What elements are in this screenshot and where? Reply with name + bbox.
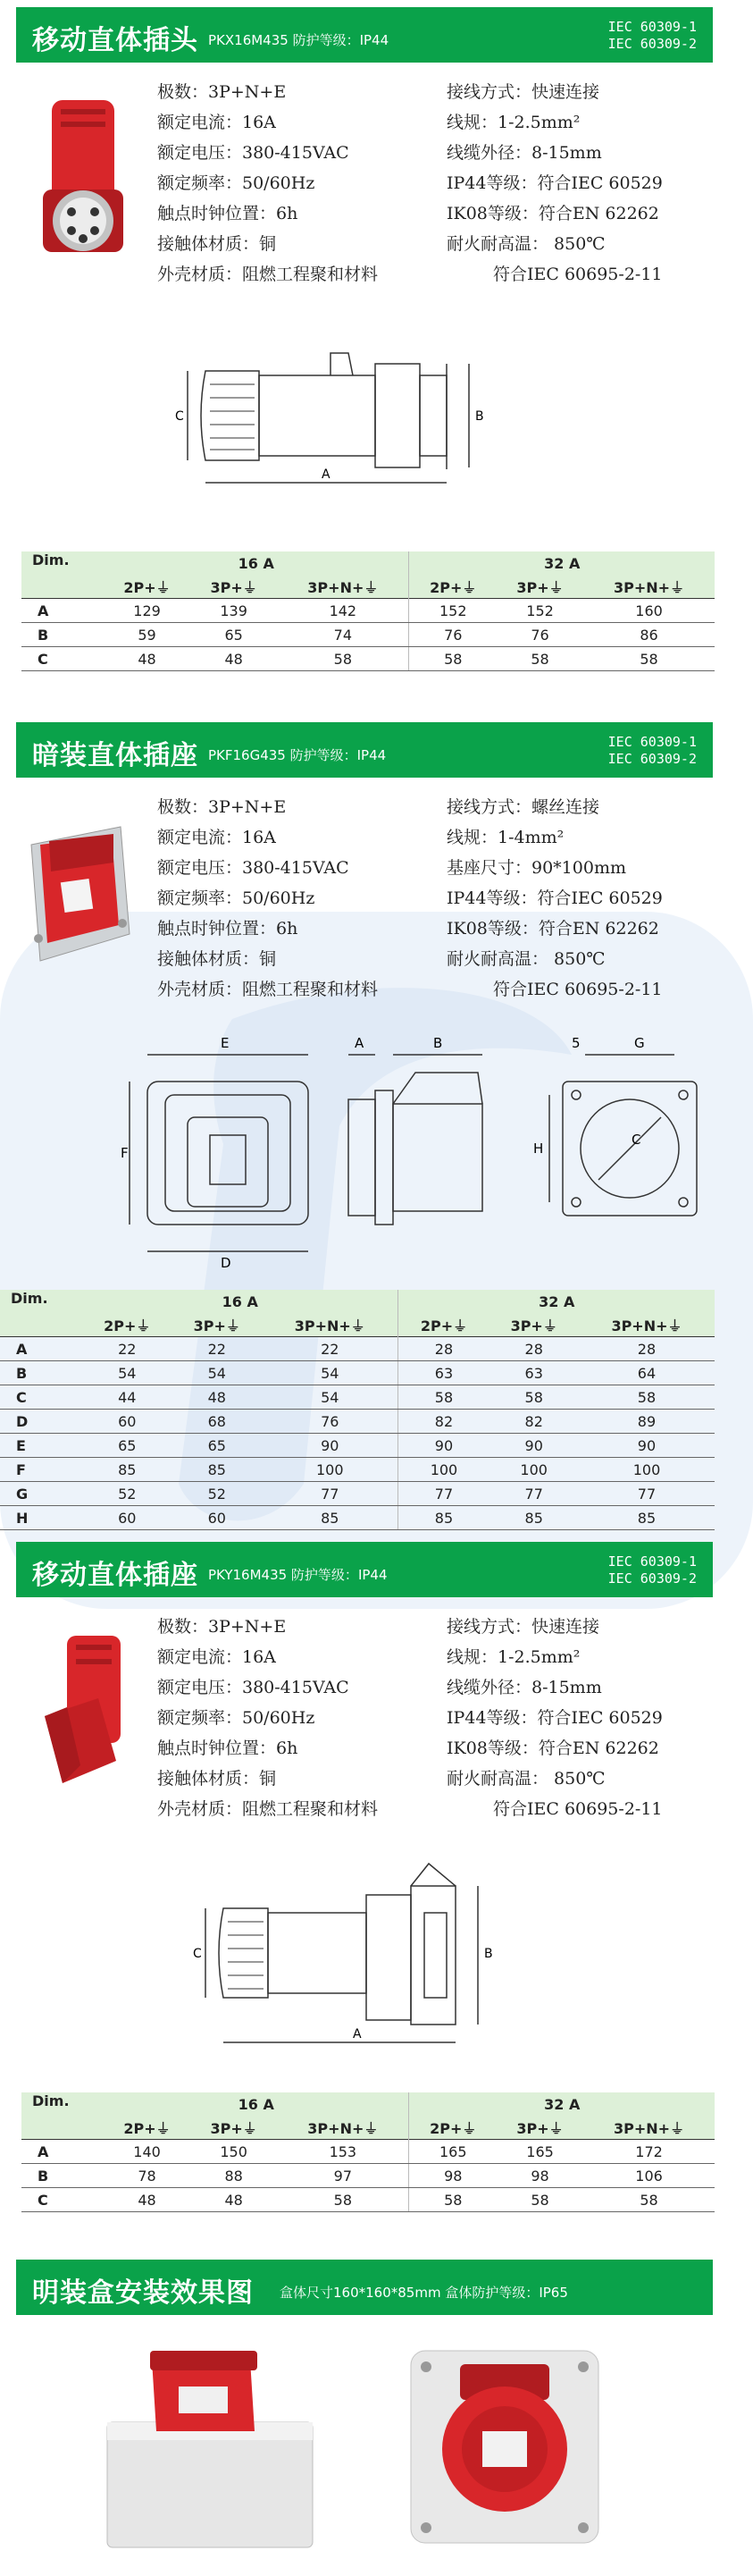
row-key: E — [0, 1434, 82, 1458]
table-cell: 85 — [579, 1506, 715, 1530]
table-cell: 152 — [497, 599, 583, 623]
table-cell: 28 — [398, 1337, 489, 1361]
table-cell: 142 — [277, 599, 409, 623]
table-cell: 54 — [172, 1361, 263, 1385]
table-cell: 48 — [172, 1385, 263, 1410]
iec-standards: IEC 60309-1 IEC 60309-2 — [607, 1553, 697, 1587]
dim-label-b: B — [433, 1035, 443, 1051]
dim-label-a: A — [322, 467, 330, 482]
table-cell: 28 — [489, 1337, 579, 1361]
table-row — [21, 623, 715, 647]
table-row — [21, 2188, 715, 2212]
col-header: 3P+N+⏚ — [614, 578, 685, 596]
table-cell: 77 — [579, 1482, 715, 1506]
table-cell: 58 — [489, 1385, 579, 1410]
table-row — [21, 2140, 715, 2164]
col-header: 2P+⏚ — [409, 575, 497, 599]
table-cell: 165 — [409, 2140, 497, 2164]
dim-label-e: E — [221, 1035, 230, 1051]
section-subtitle: PKY16M435 防护等级：IP44 — [208, 1567, 388, 1583]
table-cell: 76 — [409, 623, 497, 647]
table-cell: 106 — [583, 2164, 715, 2188]
dim-label-c: C — [175, 409, 184, 424]
table-cell: 58 — [497, 647, 583, 671]
table-cell: 100 — [489, 1458, 579, 1482]
table-cell: 98 — [409, 2164, 497, 2188]
table-cell: 85 — [82, 1458, 172, 1482]
col-header: 3P+N+⏚ — [307, 578, 379, 596]
row-key: B — [21, 2164, 104, 2188]
table-cell: 86 — [583, 623, 715, 647]
dimension-drawing-plug — [170, 344, 545, 514]
table-cell: 77 — [398, 1482, 489, 1506]
table-cell: 85 — [172, 1458, 263, 1482]
row-key: A — [21, 2140, 104, 2164]
table-cell: 85 — [398, 1506, 489, 1530]
col-header: 3P+⏚ — [210, 2119, 257, 2137]
table-row — [0, 1482, 715, 1506]
section-title: 移动直体插头 — [32, 25, 198, 56]
specs-block: 极数：3P+N+E 额定电流：16A 额定电压：380-415VAC 额定频率：50/60Hz 触点时钟位置：6h 接触体材质：铜 外壳材质：阻燃工程聚和材料 接线方式：螺丝连接 线规：1-4mm² 基座尺寸：90*100mm IP44等级：符合IEC 60529 IK08等级：符合EN 62262 耐火耐高温： 850℃ 符合IEC 60695-2-11 — [157, 797, 663, 999]
col-header: 3P+⏚ — [516, 2119, 564, 2137]
col-header: 3P+N+⏚ — [611, 1317, 682, 1334]
table-cell: 58 — [583, 647, 715, 671]
row-key: C — [21, 647, 104, 671]
table-cell: 60 — [82, 1410, 172, 1434]
row-key: H — [0, 1506, 82, 1530]
table-cell: 76 — [497, 623, 583, 647]
section-banner — [16, 7, 713, 63]
dim-label-c: C — [193, 1947, 202, 1961]
table-row — [0, 1337, 715, 1361]
table-row — [21, 2164, 715, 2188]
row-key: F — [0, 1458, 82, 1482]
table-cell: 100 — [262, 1458, 398, 1482]
row-key: B — [21, 623, 104, 647]
dim-label-g: G — [634, 1035, 645, 1051]
table-row — [0, 1385, 715, 1410]
table-cell: 28 — [579, 1337, 715, 1361]
table-cell: 153 — [277, 2140, 409, 2164]
table-cell: 90 — [489, 1434, 579, 1458]
dim-label-f: F — [121, 1145, 129, 1161]
dimension-table — [0, 1290, 715, 1530]
table-row — [0, 1506, 715, 1530]
table-cell: 77 — [262, 1482, 398, 1506]
table-cell: 100 — [579, 1458, 715, 1482]
table-cell: 58 — [583, 2188, 715, 2212]
table-cell: 60 — [82, 1506, 172, 1530]
group-header: 16 A — [238, 554, 274, 572]
table-cell: 82 — [489, 1410, 579, 1434]
product-photo-box-side — [98, 2333, 322, 2556]
col-header: 2P+⏚ — [123, 2119, 171, 2137]
table-cell: 58 — [277, 647, 409, 671]
col-header: 2P+⏚ — [123, 578, 171, 596]
dim-header: Dim. — [11, 1290, 48, 1307]
table-cell: 76 — [262, 1410, 398, 1434]
table-cell: 48 — [190, 2188, 277, 2212]
col-header: 2P+⏚ — [104, 1317, 151, 1334]
dimension-drawing-flush-socket — [121, 1019, 728, 1269]
product-photo-flush-socket — [13, 809, 147, 970]
dim-label-h: H — [533, 1141, 544, 1157]
table-cell: 129 — [104, 599, 190, 623]
row-key: B — [0, 1361, 82, 1385]
table-row — [0, 1458, 715, 1482]
section-subtitle: PKF16G435 防护等级：IP44 — [208, 747, 387, 763]
table-cell: 160 — [583, 599, 715, 623]
col-header: 3P+N+⏚ — [307, 2119, 379, 2137]
table-cell: 48 — [104, 647, 190, 671]
dim-label-b: B — [484, 1947, 493, 1961]
row-key: D — [0, 1410, 82, 1434]
col-header: 3P+⏚ — [210, 578, 257, 596]
table-cell: 139 — [190, 599, 277, 623]
dim-label-c: C — [632, 1132, 641, 1148]
specs-block: 极数：3P+N+E 额定电流：16A 额定电压：380-415VAC 额定频率：50/60Hz 触点时钟位置：6h 接触体材质：铜 外壳材质：阻燃工程聚和材料 接线方式：快速连接 线规：1-2.5mm² 线缆外径：8-15mm IP44等级：符合IEC 60529 IK08等级：符合EN 62262 耐火耐高温： 850℃ 符合IEC 60695-2-11 — [157, 1617, 663, 1819]
table-cell: 82 — [398, 1410, 489, 1434]
table-cell: 88 — [190, 2164, 277, 2188]
table-cell: 60 — [172, 1506, 263, 1530]
table-cell: 78 — [104, 2164, 190, 2188]
table-cell: 98 — [497, 2164, 583, 2188]
table-cell: 63 — [489, 1361, 579, 1385]
table-cell: 150 — [190, 2140, 277, 2164]
table-cell: 74 — [277, 623, 409, 647]
iec-standards: IEC 60309-1 IEC 60309-2 — [607, 19, 697, 52]
table-row — [21, 599, 715, 623]
table-cell: 58 — [497, 2188, 583, 2212]
table-cell: 58 — [277, 2188, 409, 2212]
table-cell: 48 — [190, 647, 277, 671]
table-cell: 172 — [583, 2140, 715, 2164]
group-header: 32 A — [398, 1290, 715, 1313]
section-subtitle: PKX16M435 防护等级：IP44 — [208, 32, 389, 48]
table-cell: 58 — [409, 2188, 497, 2212]
col-header: 3P+⏚ — [510, 1317, 557, 1334]
col-header: 3P+N+⏚ — [294, 1317, 365, 1334]
dimension-table — [21, 551, 715, 671]
dim-header: Dim. — [32, 551, 70, 568]
product-photo-plug — [16, 82, 150, 270]
table-cell: 58 — [398, 1385, 489, 1410]
group-header: 16 A — [222, 1292, 258, 1310]
row-key: C — [0, 1385, 82, 1410]
table-cell: 52 — [172, 1482, 263, 1506]
row-key: G — [0, 1482, 82, 1506]
table-cell: 63 — [398, 1361, 489, 1385]
dim-label-a: A — [355, 1035, 364, 1051]
iec-standards: IEC 60309-1 IEC 60309-2 — [607, 734, 697, 767]
group-header: 32 A — [409, 2092, 715, 2116]
col-header: 2P+⏚ — [409, 2116, 497, 2140]
dim-label-5: 5 — [572, 1035, 581, 1051]
table-row — [0, 1434, 715, 1458]
group-header: 16 A — [238, 2095, 274, 2113]
dimension-table — [21, 2092, 715, 2212]
table-row — [0, 1361, 715, 1385]
table-cell: 85 — [489, 1506, 579, 1530]
table-cell: 65 — [82, 1434, 172, 1458]
table-cell: 22 — [172, 1337, 263, 1361]
dim-header: Dim. — [32, 2092, 70, 2109]
table-cell: 152 — [409, 599, 497, 623]
dimension-drawing-connector — [170, 1850, 563, 2065]
table-cell: 52 — [82, 1482, 172, 1506]
table-cell: 44 — [82, 1385, 172, 1410]
table-cell: 68 — [172, 1410, 263, 1434]
section-title: 移动直体插座 — [32, 1560, 198, 1591]
table-cell: 54 — [82, 1361, 172, 1385]
table-cell: 89 — [579, 1410, 715, 1434]
table-cell: 77 — [489, 1482, 579, 1506]
table-cell: 90 — [262, 1434, 398, 1458]
col-header: 2P+⏚ — [398, 1313, 489, 1337]
table-cell: 65 — [172, 1434, 263, 1458]
table-cell: 54 — [262, 1361, 398, 1385]
row-key: A — [21, 599, 104, 623]
section-title: 明装盒安装效果图 — [32, 2277, 254, 2309]
specs-block: 极数：3P+N+E 额定电流：16A 额定电压：380-415VAC 额定频率：50/60Hz 触点时钟位置：6h 接触体材质：铜 外壳材质：阻燃工程聚和材料 接线方式：快速连接 线规：1-2.5mm² 线缆外径：8-15mm IP44等级：符合IEC 60529 IK08等级：符合EN 62262 耐火耐高温： 850℃ 符合IEC 60695-2-11 — [157, 82, 663, 284]
section-banner — [16, 1542, 713, 1597]
table-cell: 97 — [277, 2164, 409, 2188]
dim-label-a: A — [353, 2027, 362, 2041]
table-row — [0, 1410, 715, 1434]
dim-label-d: D — [221, 1255, 231, 1269]
col-header: 3P+⏚ — [193, 1317, 240, 1334]
table-cell: 65 — [190, 623, 277, 647]
section-banner — [16, 722, 713, 778]
table-cell: 22 — [82, 1337, 172, 1361]
table-cell: 59 — [104, 623, 190, 647]
section-banner — [16, 2260, 713, 2315]
table-row — [21, 647, 715, 671]
table-cell: 90 — [579, 1434, 715, 1458]
section-title: 暗装直体插座 — [32, 740, 198, 771]
table-cell: 22 — [262, 1337, 398, 1361]
row-key: C — [21, 2188, 104, 2212]
table-cell: 64 — [579, 1361, 715, 1385]
table-cell: 90 — [398, 1434, 489, 1458]
row-key: A — [0, 1337, 82, 1361]
dim-label-b: B — [475, 409, 484, 424]
table-cell: 140 — [104, 2140, 190, 2164]
group-header: 32 A — [409, 551, 715, 575]
table-cell: 58 — [409, 647, 497, 671]
table-cell: 165 — [497, 2140, 583, 2164]
col-header: 3P+⏚ — [516, 578, 564, 596]
product-photo-connector — [18, 1618, 152, 1797]
table-cell: 54 — [262, 1385, 398, 1410]
product-photo-box-front — [406, 2333, 603, 2556]
table-cell: 48 — [104, 2188, 190, 2212]
col-header: 3P+N+⏚ — [614, 2119, 685, 2137]
table-cell: 58 — [579, 1385, 715, 1410]
table-cell: 85 — [262, 1506, 398, 1530]
section-subtitle: 盒体尺寸160*160*85mm 盒体防护等级：IP65 — [280, 2285, 568, 2301]
table-cell: 100 — [398, 1458, 489, 1482]
